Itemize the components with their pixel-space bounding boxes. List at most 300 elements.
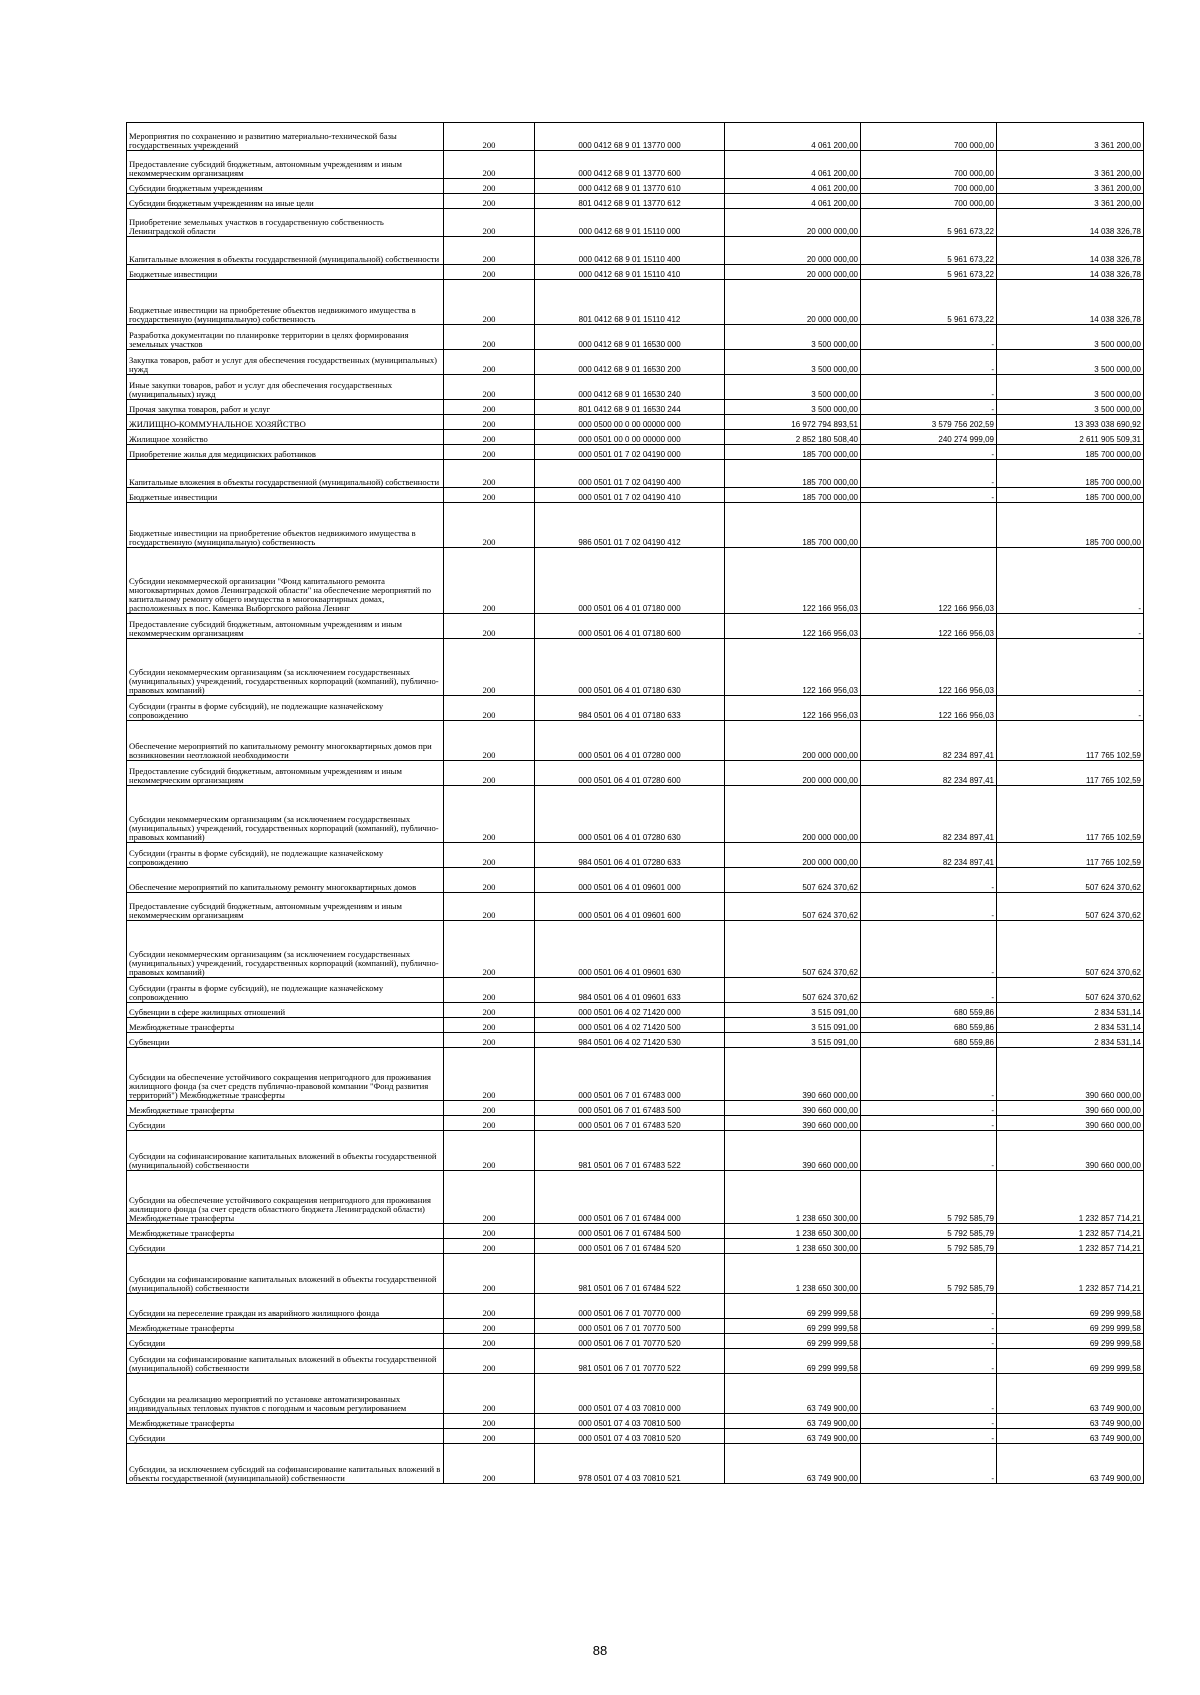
table-row xyxy=(127,893,1144,921)
budget-classification-code: 000 0412 68 9 01 13770 000 xyxy=(535,123,725,151)
executed-amount: 82 234 897,41 xyxy=(861,843,997,868)
budget-item-name: Обеспечение мероприятий по капитальному ремонту многоквартирных домов xyxy=(127,868,444,893)
executed-amount: 5 961 673,22 xyxy=(861,265,997,280)
remaining-amount: 3 500 000,00 xyxy=(997,325,1144,350)
remaining-amount: 507 624 370,62 xyxy=(997,921,1144,978)
remaining-amount: 3 361 200,00 xyxy=(997,194,1144,209)
line-code: 200 xyxy=(444,503,535,548)
line-code: 200 xyxy=(444,1414,535,1429)
approved-amount: 3 500 000,00 xyxy=(725,400,861,415)
remaining-amount: 507 624 370,62 xyxy=(997,893,1144,921)
executed-amount: - xyxy=(861,445,997,460)
remaining-amount: 185 700 000,00 xyxy=(997,445,1144,460)
budget-classification-code: 000 0501 07 4 03 70810 500 xyxy=(535,1414,725,1429)
line-code: 200 xyxy=(444,1429,535,1444)
remaining-amount: 390 660 000,00 xyxy=(997,1131,1144,1171)
budget-table-body xyxy=(127,123,1144,1484)
approved-amount: 4 061 200,00 xyxy=(725,179,861,194)
budget-classification-code: 000 0412 68 9 01 15110 400 xyxy=(535,237,725,265)
executed-amount: 680 559,86 xyxy=(861,1003,997,1018)
table-row xyxy=(127,1171,1144,1224)
line-code: 200 xyxy=(444,761,535,786)
budget-classification-code: 981 0501 06 7 01 67483 522 xyxy=(535,1131,725,1171)
budget-item-name: Предоставление субсидий бюджетным, автономным учреждениям и иным некоммерческим организациям xyxy=(127,761,444,786)
executed-amount: 122 166 956,03 xyxy=(861,639,997,696)
line-code: 200 xyxy=(444,445,535,460)
remaining-amount: - xyxy=(997,614,1144,639)
budget-classification-code: 000 0501 01 7 02 04190 410 xyxy=(535,488,725,503)
executed-amount: 680 559,86 xyxy=(861,1018,997,1033)
table-row xyxy=(127,1414,1144,1429)
line-code: 200 xyxy=(444,893,535,921)
budget-item-name: Субсидии некоммерческой организации "Фонд капитального ремонта многоквартирных домов Ленинградской области" на обеспечение мероприятий по капитальному ремонту общего имущества в многоквартирных домах, расположенных в пос. Каменка Выборгского района Ленинг xyxy=(127,548,444,614)
budget-classification-code: 000 0501 06 4 01 09601 630 xyxy=(535,921,725,978)
budget-classification-code: 000 0501 06 4 01 07280 000 xyxy=(535,721,725,761)
budget-classification-code: 000 0501 06 7 01 67484 500 xyxy=(535,1224,725,1239)
line-code: 200 xyxy=(444,614,535,639)
executed-amount: - xyxy=(861,1048,997,1101)
approved-amount: 3 515 091,00 xyxy=(725,1033,861,1048)
approved-amount: 1 238 650 300,00 xyxy=(725,1224,861,1239)
budget-item-name: Жилищное хозяйство xyxy=(127,430,444,445)
executed-amount: 700 000,00 xyxy=(861,123,997,151)
line-code: 200 xyxy=(444,786,535,843)
approved-amount: 185 700 000,00 xyxy=(725,503,861,548)
remaining-amount: 185 700 000,00 xyxy=(997,503,1144,548)
remaining-amount: 507 624 370,62 xyxy=(997,978,1144,1003)
table-row xyxy=(127,1349,1144,1374)
line-code: 200 xyxy=(444,151,535,179)
line-code: 200 xyxy=(444,179,535,194)
table-row xyxy=(127,921,1144,978)
budget-item-name: Субсидии, за исключением субсидий на софинансирование капитальных вложений в объекты государственной (муниципальной) собственности xyxy=(127,1444,444,1484)
remaining-amount: 2 834 531,14 xyxy=(997,1003,1144,1018)
table-row xyxy=(127,1319,1144,1334)
remaining-amount: 117 765 102,59 xyxy=(997,786,1144,843)
budget-item-name: Иные закупки товаров, работ и услуг для обеспечения государственных (муниципальных) нужд xyxy=(127,375,444,400)
table-row xyxy=(127,325,1144,350)
budget-classification-code: 000 0501 01 7 02 04190 400 xyxy=(535,460,725,488)
executed-amount: 122 166 956,03 xyxy=(861,696,997,721)
line-code: 200 xyxy=(444,209,535,237)
remaining-amount: 2 834 531,14 xyxy=(997,1018,1144,1033)
table-row xyxy=(127,503,1144,548)
table-row xyxy=(127,761,1144,786)
remaining-amount: 63 749 900,00 xyxy=(997,1374,1144,1414)
table-row xyxy=(127,179,1144,194)
executed-amount: 5 792 585,79 xyxy=(861,1224,997,1239)
budget-item-name: Межбюджетные трансферты xyxy=(127,1319,444,1334)
budget-classification-code: 000 0501 06 4 01 09601 000 xyxy=(535,868,725,893)
approved-amount: 4 061 200,00 xyxy=(725,123,861,151)
remaining-amount: 390 660 000,00 xyxy=(997,1048,1144,1101)
remaining-amount: 117 765 102,59 xyxy=(997,721,1144,761)
budget-item-name: Бюджетные инвестиции xyxy=(127,265,444,280)
table-row xyxy=(127,978,1144,1003)
line-code: 200 xyxy=(444,639,535,696)
executed-amount: - xyxy=(861,1319,997,1334)
executed-amount: 5 961 673,22 xyxy=(861,209,997,237)
budget-classification-code: 000 0501 06 4 02 71420 500 xyxy=(535,1018,725,1033)
executed-amount: - xyxy=(861,1334,997,1349)
line-code: 200 xyxy=(444,460,535,488)
table-row xyxy=(127,639,1144,696)
remaining-amount: 507 624 370,62 xyxy=(997,868,1144,893)
budget-item-name: Предоставление субсидий бюджетным, автономным учреждениям и иным некоммерческим организациям xyxy=(127,151,444,179)
table-row xyxy=(127,194,1144,209)
executed-amount: - xyxy=(861,1429,997,1444)
table-row xyxy=(127,1444,1144,1484)
budget-item-name: Субвенции в сфере жилищных отношений xyxy=(127,1003,444,1018)
budget-item-name: Межбюджетные трансферты xyxy=(127,1101,444,1116)
remaining-amount: 117 765 102,59 xyxy=(997,761,1144,786)
approved-amount: 1 238 650 300,00 xyxy=(725,1239,861,1254)
executed-amount: - xyxy=(861,1131,997,1171)
budget-classification-code: 000 0412 68 9 01 13770 610 xyxy=(535,179,725,194)
budget-item-name: Бюджетные инвестиции xyxy=(127,488,444,503)
table-row xyxy=(127,548,1144,614)
executed-amount: 700 000,00 xyxy=(861,151,997,179)
executed-amount: 5 792 585,79 xyxy=(861,1171,997,1224)
table-row xyxy=(127,1239,1144,1254)
executed-amount: 5 792 585,79 xyxy=(861,1254,997,1294)
executed-amount: 5 792 585,79 xyxy=(861,1239,997,1254)
approved-amount: 4 061 200,00 xyxy=(725,194,861,209)
line-code: 200 xyxy=(444,696,535,721)
approved-amount: 185 700 000,00 xyxy=(725,488,861,503)
line-code: 200 xyxy=(444,375,535,400)
approved-amount: 3 515 091,00 xyxy=(725,1003,861,1018)
approved-amount: 69 299 999,58 xyxy=(725,1349,861,1374)
approved-amount: 507 624 370,62 xyxy=(725,868,861,893)
executed-amount: - xyxy=(861,460,997,488)
budget-item-name: Приобретение жилья для медицинских работников xyxy=(127,445,444,460)
approved-amount: 63 749 900,00 xyxy=(725,1374,861,1414)
budget-item-name: Обеспечение мероприятий по капитальному ремонту многоквартирных домов при возникновении неотложной необходимости xyxy=(127,721,444,761)
executed-amount: 5 961 673,22 xyxy=(861,237,997,265)
table-row xyxy=(127,1048,1144,1101)
remaining-amount: 1 232 857 714,21 xyxy=(997,1239,1144,1254)
line-code: 200 xyxy=(444,1101,535,1116)
remaining-amount: 63 749 900,00 xyxy=(997,1444,1144,1484)
executed-amount: - xyxy=(861,978,997,1003)
approved-amount: 20 000 000,00 xyxy=(725,265,861,280)
executed-amount: - xyxy=(861,868,997,893)
budget-item-name: Субвенции xyxy=(127,1033,444,1048)
line-code: 200 xyxy=(444,123,535,151)
budget-classification-code: 000 0412 68 9 01 15110 000 xyxy=(535,209,725,237)
remaining-amount: 69 299 999,58 xyxy=(997,1319,1144,1334)
executed-amount: 122 166 956,03 xyxy=(861,614,997,639)
remaining-amount: 2 834 531,14 xyxy=(997,1033,1144,1048)
table-row xyxy=(127,209,1144,237)
executed-amount: - xyxy=(861,1414,997,1429)
budget-item-name: Разработка документации по планировке территории в целях формирования земельных участков xyxy=(127,325,444,350)
budget-classification-code: 981 0501 06 7 01 70770 522 xyxy=(535,1349,725,1374)
line-code: 200 xyxy=(444,1224,535,1239)
budget-item-name: Субсидии некоммерческим организациям (за исключением государственных (муниципальных) учреждений, государственных корпораций (компаний), публично-правовых компаний) xyxy=(127,639,444,696)
approved-amount: 3 500 000,00 xyxy=(725,350,861,375)
table-row xyxy=(127,1334,1144,1349)
budget-classification-code: 000 0501 06 7 01 70770 000 xyxy=(535,1294,725,1319)
remaining-amount: 390 660 000,00 xyxy=(997,1101,1144,1116)
budget-classification-code: 000 0501 06 7 01 70770 500 xyxy=(535,1319,725,1334)
executed-amount: - xyxy=(861,325,997,350)
approved-amount: 1 238 650 300,00 xyxy=(725,1254,861,1294)
remaining-amount: 3 361 200,00 xyxy=(997,179,1144,194)
approved-amount: 122 166 956,03 xyxy=(725,548,861,614)
executed-amount: - xyxy=(861,350,997,375)
budget-item-name: Межбюджетные трансферты xyxy=(127,1224,444,1239)
table-row xyxy=(127,1033,1144,1048)
budget-item-name: Субсидии некоммерческим организациям (за исключением государственных (муниципальных) учреждений, государственных корпораций (компаний), публично-правовых компаний) xyxy=(127,921,444,978)
table-row xyxy=(127,868,1144,893)
executed-amount: - xyxy=(861,893,997,921)
table-row xyxy=(127,1131,1144,1171)
table-row xyxy=(127,696,1144,721)
budget-classification-code: 000 0412 68 9 01 13770 600 xyxy=(535,151,725,179)
line-code: 200 xyxy=(444,1048,535,1101)
budget-classification-code: 000 0501 06 4 01 07180 630 xyxy=(535,639,725,696)
approved-amount: 507 624 370,62 xyxy=(725,921,861,978)
budget-classification-code: 000 0412 68 9 01 16530 200 xyxy=(535,350,725,375)
budget-classification-code: 000 0501 00 0 00 00000 000 xyxy=(535,430,725,445)
executed-amount: 700 000,00 xyxy=(861,194,997,209)
line-code: 200 xyxy=(444,1003,535,1018)
budget-item-name: Предоставление субсидий бюджетным, автономным учреждениям и иным некоммерческим организациям xyxy=(127,614,444,639)
executed-amount: - xyxy=(861,1374,997,1414)
budget-item-name: Субсидии (гранты в форме субсидий), не подлежащие казначейскому сопровождению xyxy=(127,978,444,1003)
table-row xyxy=(127,151,1144,179)
table-row xyxy=(127,265,1144,280)
approved-amount: 122 166 956,03 xyxy=(725,639,861,696)
remaining-amount: - xyxy=(997,696,1144,721)
budget-classification-code: 984 0501 06 4 01 09601 633 xyxy=(535,978,725,1003)
approved-amount: 200 000 000,00 xyxy=(725,721,861,761)
approved-amount: 3 500 000,00 xyxy=(725,375,861,400)
approved-amount: 4 061 200,00 xyxy=(725,151,861,179)
executed-amount: 700 000,00 xyxy=(861,179,997,194)
budget-item-name: Субсидии на софинансирование капитальных вложений в объекты государственной (муниципальной) собственности xyxy=(127,1131,444,1171)
remaining-amount: 69 299 999,58 xyxy=(997,1334,1144,1349)
budget-item-name: Капитальные вложения в объекты государственной (муниципальной) собственности xyxy=(127,460,444,488)
table-row xyxy=(127,1224,1144,1239)
approved-amount: 200 000 000,00 xyxy=(725,786,861,843)
remaining-amount: 185 700 000,00 xyxy=(997,488,1144,503)
table-row xyxy=(127,375,1144,400)
executed-amount: 5 961 673,22 xyxy=(861,280,997,325)
executed-amount: - xyxy=(861,400,997,415)
budget-classification-code: 801 0412 68 9 01 16530 244 xyxy=(535,400,725,415)
table-row xyxy=(127,1374,1144,1414)
remaining-amount: 1 232 857 714,21 xyxy=(997,1254,1144,1294)
remaining-amount: 1 232 857 714,21 xyxy=(997,1171,1144,1224)
executed-amount: - xyxy=(861,1349,997,1374)
budget-classification-code: 000 0501 06 4 01 07180 600 xyxy=(535,614,725,639)
line-code: 200 xyxy=(444,415,535,430)
table-row xyxy=(127,1101,1144,1116)
table-row xyxy=(127,350,1144,375)
approved-amount: 16 972 794 893,51 xyxy=(725,415,861,430)
executed-amount: - xyxy=(861,1444,997,1484)
remaining-amount: 390 660 000,00 xyxy=(997,1116,1144,1131)
approved-amount: 2 852 180 508,40 xyxy=(725,430,861,445)
approved-amount: 69 299 999,58 xyxy=(725,1334,861,1349)
line-code: 200 xyxy=(444,400,535,415)
executed-amount: - xyxy=(861,1101,997,1116)
line-code: 200 xyxy=(444,194,535,209)
executed-amount: - xyxy=(861,1116,997,1131)
remaining-amount: 69 299 999,58 xyxy=(997,1294,1144,1319)
approved-amount: 200 000 000,00 xyxy=(725,761,861,786)
budget-item-name: ЖИЛИЩНО-КОММУНАЛЬНОЕ ХОЗЯЙСТВО xyxy=(127,415,444,430)
budget-classification-code: 000 0501 06 7 01 67484 000 xyxy=(535,1171,725,1224)
approved-amount: 20 000 000,00 xyxy=(725,280,861,325)
budget-item-name: Капитальные вложения в объекты государственной (муниципальной) собственности xyxy=(127,237,444,265)
remaining-amount: 14 038 326,78 xyxy=(997,237,1144,265)
budget-classification-code: 978 0501 07 4 03 70810 521 xyxy=(535,1444,725,1484)
budget-classification-code: 000 0501 07 4 03 70810 520 xyxy=(535,1429,725,1444)
line-code: 200 xyxy=(444,1374,535,1414)
budget-item-name: Прочая закупка товаров, работ и услуг xyxy=(127,400,444,415)
remaining-amount: 14 038 326,78 xyxy=(997,265,1144,280)
table-row xyxy=(127,460,1144,488)
budget-item-name: Субсидии на софинансирование капитальных вложений в объекты государственной (муниципальной) собственности xyxy=(127,1349,444,1374)
remaining-amount: - xyxy=(997,639,1144,696)
budget-classification-code: 000 0501 07 4 03 70810 000 xyxy=(535,1374,725,1414)
budget-classification-code: 984 0501 06 4 01 07280 633 xyxy=(535,843,725,868)
approved-amount: 390 660 000,00 xyxy=(725,1116,861,1131)
budget-classification-code: 801 0412 68 9 01 15110 412 xyxy=(535,280,725,325)
approved-amount: 3 500 000,00 xyxy=(725,325,861,350)
budget-item-name: Субсидии некоммерческим организациям (за исключением государственных (муниципальных) учреждений, государственных корпораций (компаний), публично-правовых компаний) xyxy=(127,786,444,843)
table-row xyxy=(127,430,1144,445)
budget-classification-code: 000 0500 00 0 00 00000 000 xyxy=(535,415,725,430)
approved-amount: 63 749 900,00 xyxy=(725,1414,861,1429)
line-code: 200 xyxy=(444,1033,535,1048)
budget-classification-code: 000 0501 06 4 01 07280 630 xyxy=(535,786,725,843)
budget-item-name: Субсидии на обеспечение устойчивого сокращения непригодного для проживания жилищного фонда (за счет средств публично-правовой компании "Фонд развития территорий") Межбюджетные трансферты xyxy=(127,1048,444,1101)
budget-item-name: Субсидии (гранты в форме субсидий), не подлежащие казначейскому сопровождению xyxy=(127,696,444,721)
table-row xyxy=(127,280,1144,325)
budget-classification-code: 000 0501 06 7 01 70770 520 xyxy=(535,1334,725,1349)
budget-item-name: Бюджетные инвестиции на приобретение объектов недвижимого имущества в государственную (муниципальную) собственность xyxy=(127,280,444,325)
line-code: 200 xyxy=(444,488,535,503)
line-code: 200 xyxy=(444,1239,535,1254)
budget-item-name: Субсидии на софинансирование капитальных вложений в объекты государственной (муниципальной) собственности xyxy=(127,1254,444,1294)
approved-amount: 69 299 999,58 xyxy=(725,1294,861,1319)
line-code: 200 xyxy=(444,430,535,445)
line-code: 200 xyxy=(444,978,535,1003)
page-number: 88 xyxy=(592,1643,608,1658)
budget-item-name: Межбюджетные трансферты xyxy=(127,1018,444,1033)
line-code: 200 xyxy=(444,868,535,893)
budget-item-name: Мероприятия по сохранению и развитию материально-технической базы государственных учреждений xyxy=(127,123,444,151)
table-row xyxy=(127,1018,1144,1033)
budget-item-name: Предоставление субсидий бюджетным, автономным учреждениям и иным некоммерческим организациям xyxy=(127,893,444,921)
line-code: 200 xyxy=(444,325,535,350)
table-row xyxy=(127,237,1144,265)
budget-table xyxy=(126,122,1144,1484)
budget-classification-code: 984 0501 06 4 02 71420 530 xyxy=(535,1033,725,1048)
approved-amount: 185 700 000,00 xyxy=(725,460,861,488)
line-code: 200 xyxy=(444,1254,535,1294)
line-code: 200 xyxy=(444,1171,535,1224)
line-code: 200 xyxy=(444,1349,535,1374)
budget-item-name: Бюджетные инвестиции на приобретение объектов недвижимого имущества в государственную (муниципальную) собственность xyxy=(127,503,444,548)
remaining-amount: - xyxy=(997,548,1144,614)
remaining-amount: 3 361 200,00 xyxy=(997,123,1144,151)
approved-amount: 3 515 091,00 xyxy=(725,1018,861,1033)
remaining-amount: 1 232 857 714,21 xyxy=(997,1224,1144,1239)
budget-classification-code: 000 0412 68 9 01 16530 240 xyxy=(535,375,725,400)
line-code: 200 xyxy=(444,921,535,978)
table-row xyxy=(127,721,1144,761)
budget-classification-code: 986 0501 01 7 02 04190 412 xyxy=(535,503,725,548)
budget-classification-code: 000 0501 06 4 02 71420 000 xyxy=(535,1003,725,1018)
executed-amount: 3 579 756 202,59 xyxy=(861,415,997,430)
table-row xyxy=(127,1294,1144,1319)
budget-item-name: Субсидии (гранты в форме субсидий), не подлежащие казначейскому сопровождению xyxy=(127,843,444,868)
line-code: 200 xyxy=(444,350,535,375)
remaining-amount: 2 611 905 509,31 xyxy=(997,430,1144,445)
budget-item-name: Межбюджетные трансферты xyxy=(127,1414,444,1429)
budget-item-name: Субсидии бюджетным учреждениям xyxy=(127,179,444,194)
remaining-amount: 3 500 000,00 xyxy=(997,350,1144,375)
budget-classification-code: 000 0501 06 4 01 07280 600 xyxy=(535,761,725,786)
budget-item-name: Субсидии xyxy=(127,1334,444,1349)
budget-classification-code: 000 0501 06 7 01 67483 500 xyxy=(535,1101,725,1116)
approved-amount: 1 238 650 300,00 xyxy=(725,1171,861,1224)
remaining-amount: 63 749 900,00 xyxy=(997,1429,1144,1444)
table-row xyxy=(127,1254,1144,1294)
remaining-amount: 3 361 200,00 xyxy=(997,151,1144,179)
remaining-amount: 14 038 326,78 xyxy=(997,209,1144,237)
budget-classification-code: 981 0501 06 7 01 67484 522 xyxy=(535,1254,725,1294)
table-row xyxy=(127,400,1144,415)
executed-amount: 82 234 897,41 xyxy=(861,786,997,843)
executed-amount: - xyxy=(861,488,997,503)
approved-amount: 507 624 370,62 xyxy=(725,893,861,921)
approved-amount: 20 000 000,00 xyxy=(725,209,861,237)
line-code: 200 xyxy=(444,1444,535,1484)
budget-classification-code: 000 0501 06 7 01 67483 000 xyxy=(535,1048,725,1101)
budget-classification-code: 801 0412 68 9 01 13770 612 xyxy=(535,194,725,209)
budget-item-name: Субсидии xyxy=(127,1116,444,1131)
executed-amount xyxy=(861,503,997,548)
budget-classification-code: 000 0501 06 7 01 67484 520 xyxy=(535,1239,725,1254)
budget-item-name: Закупка товаров, работ и услуг для обеспечения государственных (муниципальных) нужд xyxy=(127,350,444,375)
budget-classification-code: 000 0412 68 9 01 15110 410 xyxy=(535,265,725,280)
table-row xyxy=(127,1429,1144,1444)
executed-amount: - xyxy=(861,1294,997,1319)
table-row xyxy=(127,415,1144,430)
table-row xyxy=(127,488,1144,503)
line-code: 200 xyxy=(444,843,535,868)
table-row xyxy=(127,445,1144,460)
approved-amount: 122 166 956,03 xyxy=(725,696,861,721)
line-code: 200 xyxy=(444,721,535,761)
budget-classification-code: 000 0501 06 4 01 07180 000 xyxy=(535,548,725,614)
line-code: 200 xyxy=(444,265,535,280)
approved-amount: 185 700 000,00 xyxy=(725,445,861,460)
line-code: 200 xyxy=(444,1131,535,1171)
remaining-amount: 3 500 000,00 xyxy=(997,400,1144,415)
budget-classification-code: 000 0412 68 9 01 16530 000 xyxy=(535,325,725,350)
table-row xyxy=(127,614,1144,639)
table-row xyxy=(127,1003,1144,1018)
budget-classification-code: 000 0501 01 7 02 04190 000 xyxy=(535,445,725,460)
